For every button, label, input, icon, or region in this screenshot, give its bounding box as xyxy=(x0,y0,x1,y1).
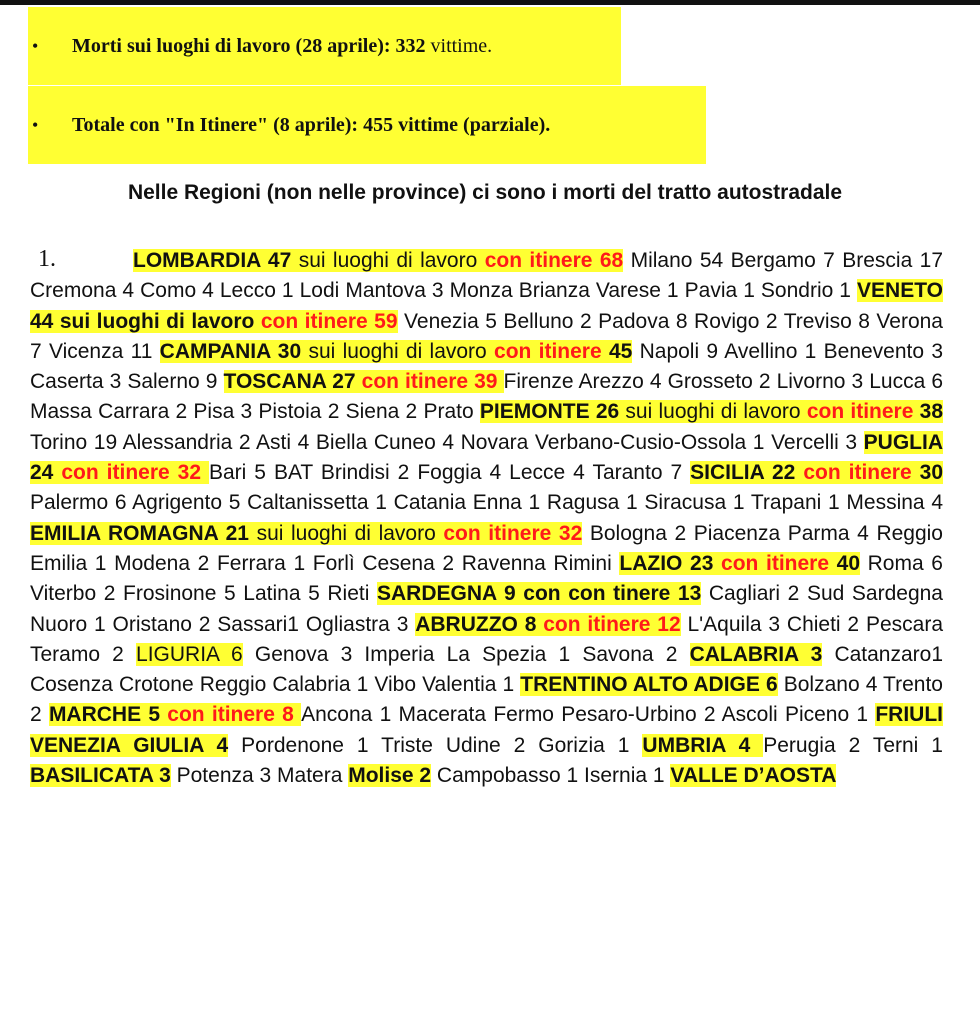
highlighted-segment: SARDEGNA 9 con con tinere 13 xyxy=(377,582,702,606)
highlighted-segment: con itinere 8 xyxy=(167,703,302,727)
highlighted-segment: 30 xyxy=(919,461,943,485)
text-segment: Bari 5 BAT Brindisi 2 Foggia 4 Lecce 4 Taranto 7 xyxy=(208,461,691,485)
text-segment: Bolzano 4 Trento 2 xyxy=(30,673,943,727)
text-segment: Ancona 1 Macerata Fermo Pesaro-Urbino 2 Ascoli Piceno 1 xyxy=(301,703,876,727)
text-segment: Potenza 3 Matera xyxy=(170,764,349,788)
highlighted-segment: sui luoghi di lavoro xyxy=(298,249,485,272)
text-segment: Bologna 2 Piacenza Parma 4 Reggio Emilia 1 Modena 2 Ferrara 1 Forlì Cesena 2 Ravenna Rimini xyxy=(30,521,943,575)
text-segment: Catanzaro1 Cosenza Crotone Reggio Calabria 1 Vibo Valentia 1 xyxy=(30,642,944,697)
text-segment: Palermo 6 Agrigento 5 Caltanissetta 1 Catania Enna 1 Ragusa 1 Siracusa 1 Trapani 1 Messina 4 xyxy=(30,491,943,515)
highlighted-segment: sui luoghi di lavoro xyxy=(256,521,444,545)
highlighted-segment: con itinere xyxy=(494,339,609,363)
highlighted-segment: SICILIA 22 xyxy=(690,461,804,485)
text-segment: Napoli 9 Avellino 1 Benevento 3 Caserta 3 Salerno 9 xyxy=(30,339,944,394)
highlighted-segment: con itinere 32 xyxy=(443,521,583,545)
text-segment: Firenze Arezzo 4 Grosseto 2 Livorno 3 Lucca 6 Massa Carrara 2 Pisa 3 Pistoia 2 Siena 2 Prato xyxy=(30,370,944,424)
highlighted-segment: VENETO 44 sui luoghi di lavoro xyxy=(30,279,943,333)
highlighted-segment: 40 xyxy=(836,551,860,575)
text-segment: Perugia 2 Terni 1 xyxy=(763,733,943,757)
bullet-text xyxy=(72,35,492,58)
highlighted-segment: 38 xyxy=(919,400,943,424)
top-border xyxy=(0,0,980,5)
highlighted-segment: BASILICATA 3 xyxy=(30,764,171,788)
text-segment: Pordenone 1 Triste Udine 2 Gorizia 1 xyxy=(228,733,643,757)
highlighted-segment: PIEMONTE 26 xyxy=(479,400,626,424)
bullet-dot-icon: • xyxy=(32,114,39,135)
highlighted-segment: VALLE D’AOSTA xyxy=(670,764,837,788)
text-segment: Torino 19 Alessandria 2 Asti 4 Biella Cuneo 4 Novara Verbano-Cusio-Ossola 1 Vercelli 3 xyxy=(30,430,864,454)
highlighted-segment: con itinere 12 xyxy=(543,612,681,636)
bullet-bold: Totale con "In Itinere" (8 aprile): 455 vittime (parziale). xyxy=(72,113,551,136)
text-segment: Cagliari 2 Sud Sardegna Nuoro 1 Oristano 2 Sassari1 Ogliastra 3 xyxy=(30,582,943,636)
bullet-text xyxy=(72,114,550,137)
highlighted-segment: CAMPANIA 30 xyxy=(159,339,309,363)
highlighted-segment: con itinere xyxy=(803,461,920,485)
highlighted-segment: MARCHE 5 xyxy=(48,703,168,727)
highlighted-segment: EMILIA ROMAGNA 21 xyxy=(30,521,257,545)
highlighted-segment: UMBRIA 4 xyxy=(642,733,764,757)
highlighted-segment: con itinere xyxy=(721,551,837,575)
highlighted-segment: 45 xyxy=(608,339,633,363)
highlighted-segment: con itinere 39 xyxy=(361,370,504,394)
text-segment: Genova 3 Imperia La Spezia 1 Savona 2 xyxy=(242,642,690,666)
highlighted-segment: con itinere 68 xyxy=(484,249,624,272)
highlighted-segment: LOMBARDIA 47 xyxy=(133,249,299,272)
highlighted-segment: sui luoghi di lavoro xyxy=(308,339,495,363)
highlighted-segment: sui luoghi di lavoro xyxy=(625,400,807,424)
highlighted-segment: LIGURIA 6 xyxy=(136,642,243,666)
highlighted-segment: CALABRIA 3 xyxy=(689,642,823,666)
highlighted-segment: con itinere xyxy=(806,400,920,424)
highlighted-segment: TOSCANA 27 xyxy=(223,370,362,394)
text-segment: L'Aquila 3 Chieti 2 Pescara Teramo 2 xyxy=(30,612,943,666)
highlighted-segment: Molise 2 xyxy=(348,764,432,788)
section-heading: Nelle Regioni (non nelle province) ci sono i morti del tratto autostradale xyxy=(127,181,843,204)
highlighted-segment: LAZIO 23 xyxy=(619,551,722,575)
highlighted-segment: TRENTINO ALTO ADIGE 6 xyxy=(520,673,778,697)
regions-paragraph xyxy=(30,246,943,791)
bullet-dot-icon: • xyxy=(32,35,39,56)
bullet-box-morti xyxy=(28,7,621,85)
highlighted-segment: con itinere 32 xyxy=(61,461,209,485)
bullet-box-totale xyxy=(28,86,706,164)
text-segment: Roma 6 Viterbo 2 Frosinone 5 Latina 5 Rieti xyxy=(30,551,943,606)
highlighted-segment: PUGLIA 24 xyxy=(30,430,943,485)
text-segment: Venezia 5 Belluno 2 Padova 8 Rovigo 2 Treviso 8 Verona 7 Vicenza 11 xyxy=(30,309,943,363)
highlighted-segment: FRIULI VENEZIA GIULIA 4 xyxy=(30,703,943,757)
text-segment: Campobasso 1 Isernia 1 xyxy=(431,764,671,788)
bullet-rest: vittime. xyxy=(425,34,493,57)
bullet-bold: Morti sui luoghi di lavoro (28 aprile): 332 xyxy=(72,34,426,57)
list-number: 1. xyxy=(38,246,56,272)
text-segment: Milano 54 Bergamo 7 Brescia 17 Cremona 4 Como 4 Lecco 1 Lodi Mantova 3 Monza Brianza Varese 1 Pavia 1 Sondrio 1 xyxy=(30,249,944,303)
highlighted-segment: con itinere 59 xyxy=(260,309,398,333)
highlighted-segment: ABRUZZO 8 xyxy=(415,612,544,636)
